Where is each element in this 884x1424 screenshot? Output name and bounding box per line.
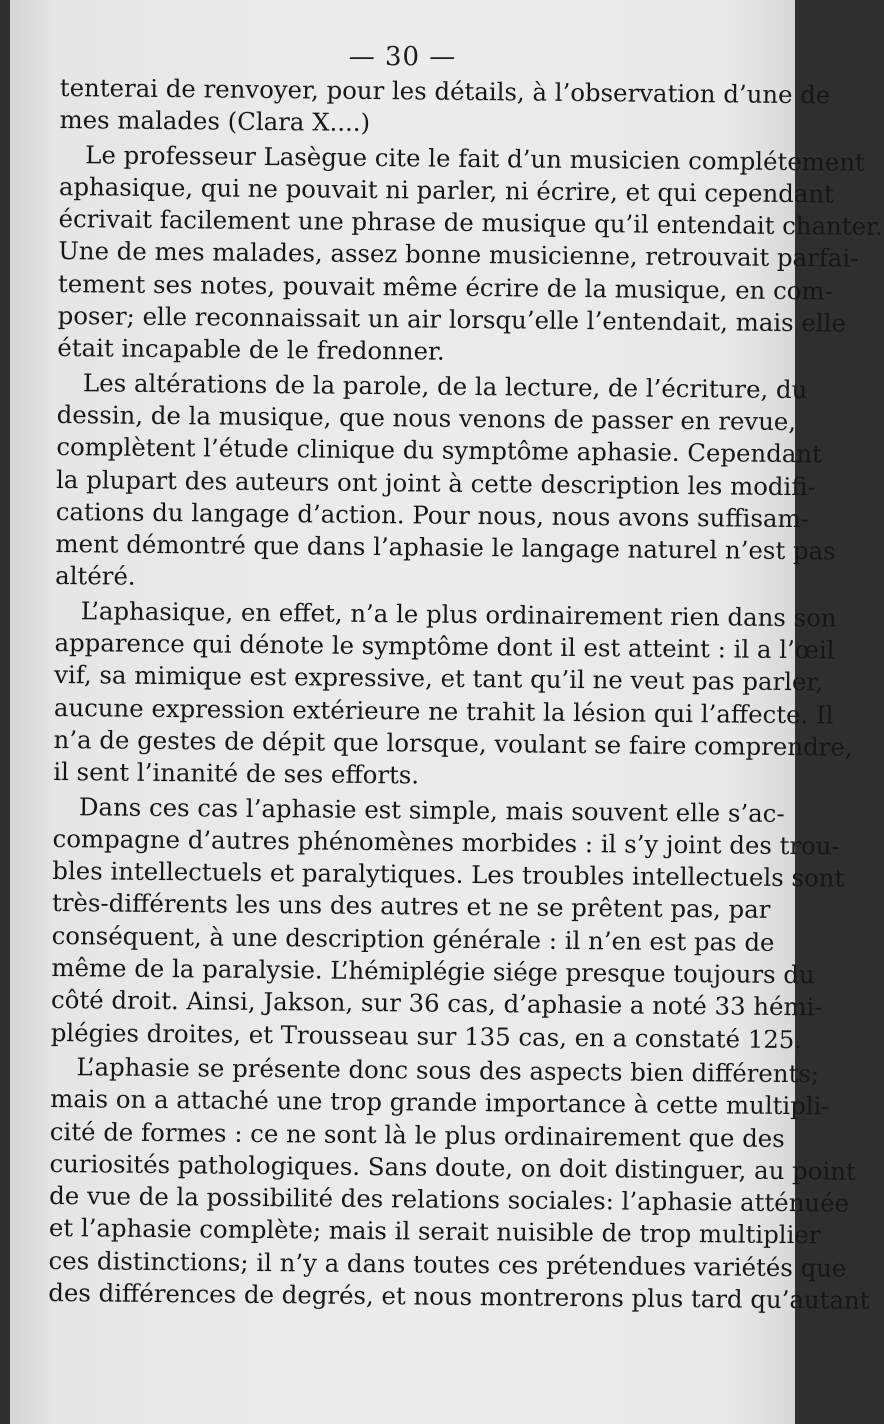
text-line: curiosités pathologiques. Sans doute, on doit distinguer, au point	[49, 1148, 856, 1186]
book-page	[10, 0, 883, 1424]
text-line: bles intellectuels et paralytiques. Les troubles intellectuels sont	[52, 856, 845, 893]
text-line: L’aphasique, en effet, n’a le plus ordinairement rien dans son	[80, 595, 837, 633]
text-line: vif, sa mimique est expressive, et tant qu’il ne veut pas parler,	[54, 660, 824, 697]
text-line: même de la paralysie. L’hémiplégie siége presque toujours du	[51, 952, 815, 990]
text-line: la plupart des auteurs ont joint à cette description les modifi-	[55, 464, 816, 501]
text-line: plégies droites, et Trousseau sur 135 cas, en a constaté 125.	[50, 1017, 803, 1054]
text-line: côté droit. Ainsi, Jakson, sur 36 cas, d’aphasie a noté 33 hémi-	[50, 985, 823, 1022]
text-line: Dans ces cas l’aphasie est simple, mais souvent elle s’ac-	[78, 791, 785, 828]
text-line: aucune expression extérieure ne trahit la lésion qui l’affecte. Il	[53, 692, 834, 730]
text-line: apparence qui dénote le symptôme dont il est atteint : il a l’œil	[54, 628, 835, 665]
text-line: L’aphasie se présente donc sous des aspects bien différents;	[76, 1052, 820, 1089]
text-line: aphasique, qui ne pouvait ni parler, ni écrire, et qui cependant	[58, 171, 835, 209]
body-text	[48, 72, 883, 1316]
text-line: Une de mes malades, assez bonne musicienne, retrouvait parfai-	[58, 236, 859, 274]
text-line: n’a de gestes de dépit que lorsque, voulant se faire comprendre,	[53, 724, 853, 762]
text-line: tenterai de renvoyer, pour les détails, à l’observation d’une de	[59, 72, 831, 110]
text-line: cations du langage d’action. Pour nous, nous avons suffisam-	[55, 496, 809, 534]
text-line: de vue de la possibilité des relations sociales: l’aphasie atténuée	[49, 1181, 850, 1218]
text-line: cité de formes : ce ne sont là le plus ordinairement que des	[49, 1116, 785, 1153]
text-line: Le professeur Lasègue cite le fait d’un musicien complétement	[85, 139, 865, 177]
text-line: poser; elle reconnaissait un air lorsqu’elle l’entendait, mais elle	[57, 301, 846, 338]
text-line: il sent l’inanité de ses efforts.	[53, 757, 420, 790]
text-line: complètent l’étude clinique du symptôme aphasie. Cependant	[56, 432, 823, 469]
text-line: ces distinctions; il n’y a dans toutes ces prétendues variétés que	[48, 1245, 847, 1283]
page-number: — 30 —	[348, 42, 457, 72]
text-line: conséquent, à une description générale : il n’en est pas de	[51, 920, 775, 957]
text-line: compagne d’autres phénomènes morbides : il s’y joint des trou-	[52, 823, 840, 861]
text-line: et l’aphasie complète; mais il serait nuisible de trop multiplier	[48, 1213, 821, 1250]
text-line: écrivait facilement une phrase de musique qu’il entendait chanter.	[58, 204, 883, 242]
text-line: très-différents les uns des autres et ne se prêtent pas, par	[51, 888, 771, 925]
text-line: tement ses notes, pouvait même écrire de la musique, en com-	[57, 268, 833, 306]
text-line: des différences de degrés, et nous montrerons plus tard qu’autant	[48, 1277, 870, 1315]
text-line: mes malades (Clara X....)	[59, 105, 371, 138]
text-line: altéré.	[55, 561, 136, 592]
text-line: ment démontré que dans l’aphasie le langage naturel n’est pas	[55, 529, 836, 566]
text-line: Les altérations de la parole, de la lecture, de l’écriture, du	[82, 367, 808, 404]
text-line: mais on a attaché une trop grande importance à cette multipli-	[50, 1084, 830, 1121]
text-line: était incapable de le fredonner.	[57, 333, 445, 367]
text-line: dessin, de la musique, que nous venons de passer en revue,	[56, 399, 797, 437]
